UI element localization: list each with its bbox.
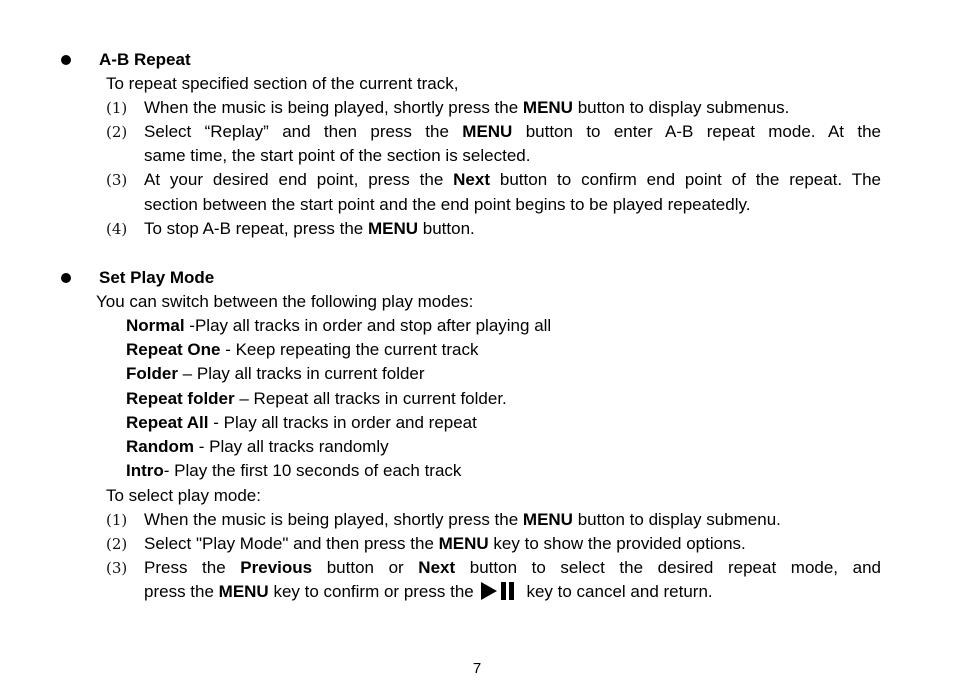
section-intro: You can switch between the following play modes: — [96, 292, 474, 311]
play-pause-icon — [480, 582, 516, 605]
step-number: (2) — [106, 123, 128, 141]
step-text: Select "Play Mode" and then press the MENU key to show the provided options. — [144, 534, 746, 553]
step-number: (4) — [106, 220, 128, 238]
page-number: 7 — [472, 660, 482, 677]
step-text: Select “Replay” and then press the MENU button to enter A-B repeat mode. At the — [144, 122, 881, 141]
mode-item-repeat-folder: Repeat folder – Repeat all tracks in current folder. — [126, 389, 507, 408]
mode-item-random: Random - Play all tracks randomly — [126, 437, 389, 456]
step-text-continued: same time, the start point of the section is selected. — [144, 146, 531, 165]
mode-item-repeat-one: Repeat One - Keep repeating the current track — [126, 340, 479, 359]
mode-item-repeat-all: Repeat All - Play all tracks in order and repeat — [126, 413, 477, 432]
step-number: (3) — [106, 171, 128, 189]
section-heading-ab-repeat: A-B Repeat — [99, 50, 191, 69]
step-text-continued: press the MENU key to confirm or press the key to cancel and return. — [144, 582, 713, 605]
step-number: (1) — [106, 99, 128, 117]
select-intro: To select play mode: — [106, 486, 261, 505]
step-number: (1) — [106, 511, 128, 529]
step-number: (3) — [106, 559, 128, 577]
step-text-continued: section between the start point and the end point begins to be played repeatedly. — [144, 195, 751, 214]
mode-item-intro: Intro- Play the first 10 seconds of each track — [126, 461, 462, 480]
step-text: When the music is being played, shortly press the MENU button to display submenus. — [144, 98, 790, 117]
section-heading-set-play-mode: Set Play Mode — [99, 268, 215, 287]
step-number: (2) — [106, 535, 128, 553]
step-text: When the music is being played, shortly press the MENU button to display submenu. — [144, 510, 781, 529]
bullet-icon — [61, 55, 71, 65]
step-text: To stop A-B repeat, press the MENU button. — [144, 219, 475, 238]
mode-item-normal: Normal -Play all tracks in order and stop after playing all — [126, 316, 552, 335]
step-text: At your desired end point, press the Next button to confirm end point of the repeat. The — [144, 170, 881, 189]
mode-item-folder: Folder – Play all tracks in current folder — [126, 364, 425, 383]
step-text: Press the Previous button or Next button to select the desired repeat mode, and — [144, 558, 881, 577]
bullet-icon — [61, 273, 71, 283]
section-intro: To repeat specified section of the current track, — [106, 74, 459, 93]
